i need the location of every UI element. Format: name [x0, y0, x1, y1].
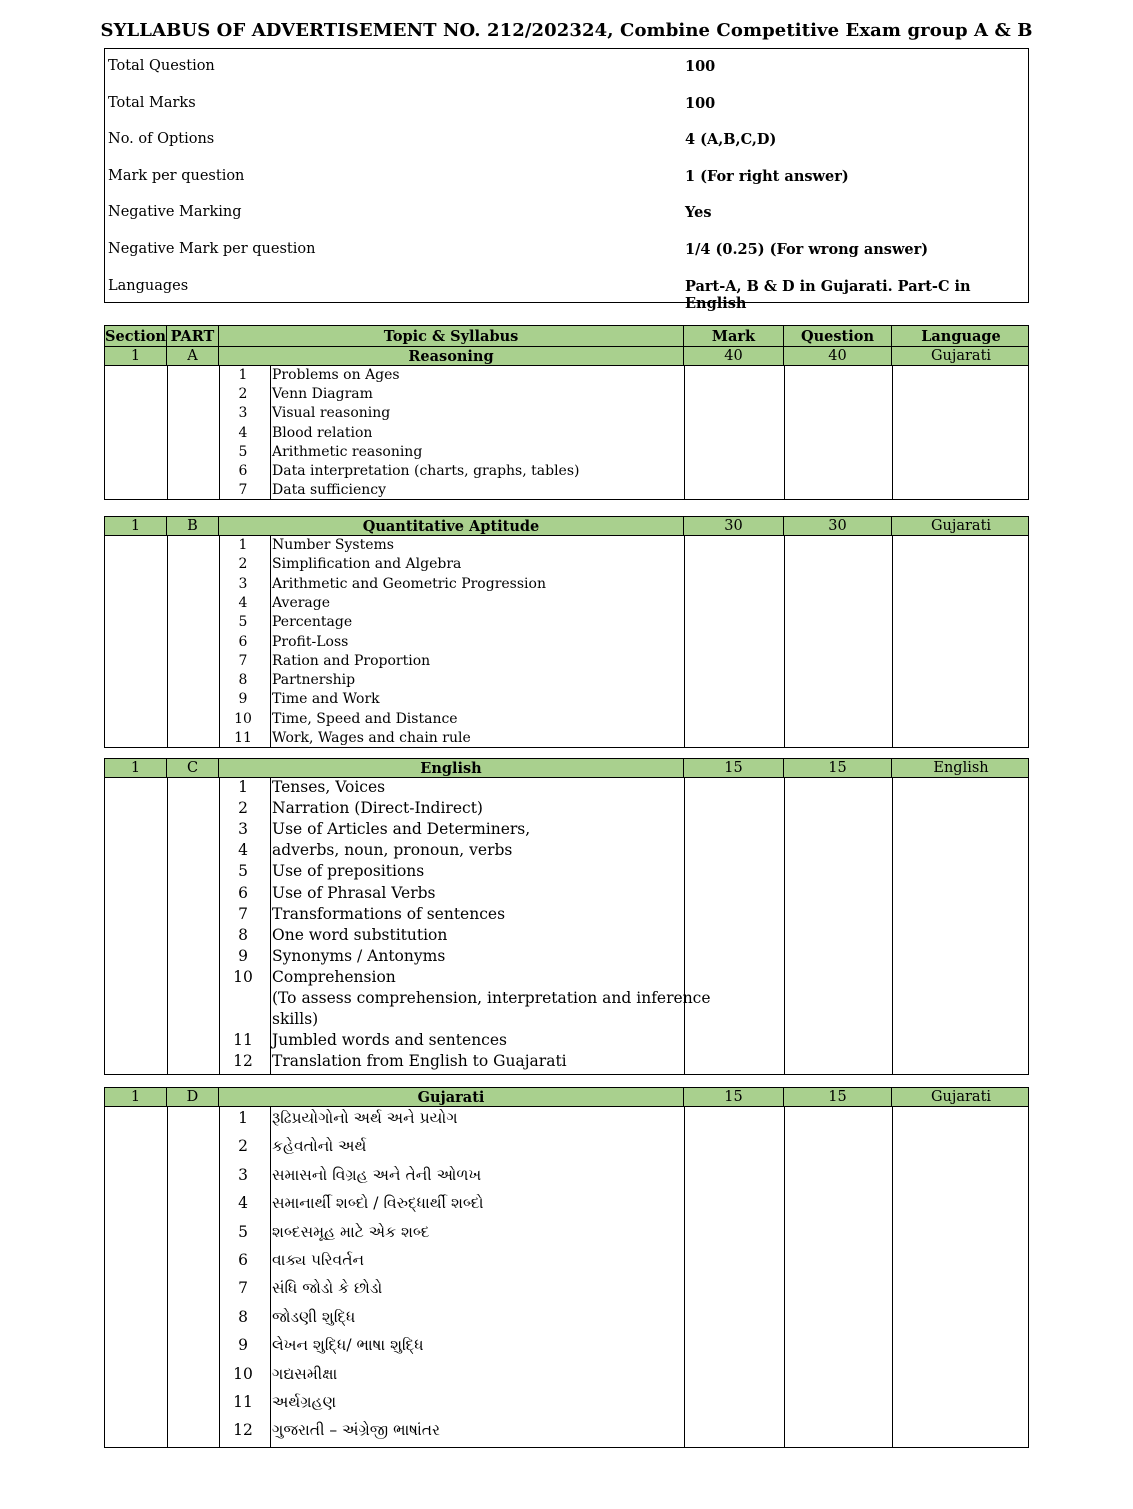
syllabus-item — [105, 778, 1028, 799]
syllabus-item — [105, 1421, 1028, 1449]
item-topic: Transformations of sentences — [272, 904, 506, 923]
syllabus-item — [105, 1308, 1028, 1336]
header-cell-language: Gujarati — [930, 518, 992, 534]
header-cell-section: 1 — [105, 517, 167, 535]
summary-row — [105, 86, 1028, 123]
header-cell-part: B — [167, 517, 219, 535]
header-cell-section: 1 — [105, 347, 167, 365]
syllabus-item — [105, 595, 1028, 614]
item-topic: Partnership — [272, 672, 356, 689]
item-number: 1 — [238, 367, 248, 383]
header-cell-question: Question — [784, 326, 892, 346]
item-number: 2 — [238, 1137, 248, 1156]
item-topic: Number Systems — [272, 537, 394, 553]
item-topic: Narration (Direct-Indirect) — [272, 799, 483, 818]
header-cell-part: D — [167, 1088, 219, 1106]
summary-row — [105, 49, 1028, 86]
item-number: 11 — [233, 1031, 253, 1050]
syllabus-item — [105, 691, 1028, 710]
item-topic: Ration and Proportion — [272, 652, 431, 669]
item-number: 10 — [233, 1364, 253, 1383]
item-number: 12 — [233, 1052, 253, 1071]
syllabus-item — [105, 1365, 1028, 1393]
syllabus-item — [105, 634, 1028, 653]
header-cell-mark: 15 — [684, 759, 784, 777]
item-number: 8 — [238, 672, 248, 689]
exam-summary-box — [104, 48, 1029, 312]
header-cell-mark: Mark — [684, 326, 784, 346]
item-number: 9 — [238, 1336, 248, 1355]
syllabus-item — [105, 1194, 1028, 1222]
header-cell-language: Gujarati — [930, 348, 992, 364]
part-header-row — [104, 1087, 1029, 1107]
syllabus-item — [105, 841, 1028, 862]
summary-label: Total Question — [108, 58, 215, 74]
summary-label: Negative Mark per question — [108, 241, 316, 257]
item-number: 11 — [233, 1393, 253, 1411]
header-cell-topic: Topic & Syllabus — [219, 326, 684, 346]
item-topic: Time and Work — [272, 691, 380, 708]
item-topic: Use of Articles and Determiners, — [272, 820, 531, 839]
item-topic: Arithmetic and Geometric Progression — [272, 575, 546, 592]
syllabus-item — [105, 1031, 1028, 1052]
header-cell-topic: Reasoning — [219, 347, 684, 365]
item-number: 10 — [234, 710, 252, 727]
item-topic: Data sufficiency — [272, 482, 386, 499]
syllabus-item — [105, 672, 1028, 691]
syllabus-item — [105, 405, 1028, 424]
item-number: 4 — [238, 424, 248, 441]
syllabus-item — [105, 968, 1028, 989]
header-cell-language: Language — [921, 327, 1001, 345]
header-cell-mark: 40 — [684, 347, 784, 365]
item-number: 1 — [238, 778, 248, 796]
part-body — [104, 778, 1029, 1075]
item-topic: અર્થગ્રહણ — [272, 1393, 337, 1411]
item-number: 6 — [238, 1251, 248, 1269]
item-number: 2 — [238, 799, 248, 818]
item-number: 6 — [238, 463, 248, 479]
item-topic: Average — [272, 594, 331, 611]
summary-label: Total Marks — [108, 94, 196, 111]
item-number: 1 — [238, 1109, 248, 1127]
syllabus-item — [105, 1010, 1028, 1031]
item-number: 3 — [238, 575, 248, 592]
header-cell-part: C — [167, 759, 219, 777]
syllabus-item — [105, 884, 1028, 905]
summary-value: 100 — [685, 58, 716, 75]
item-topic: સમાસનો વિગ્રહ અને તેની ઓળખ — [272, 1165, 482, 1184]
item-number: 9 — [238, 946, 248, 965]
item-topic: Comprehension — [272, 967, 396, 986]
item-number: 4 — [238, 1194, 248, 1213]
item-topic: Data interpretation (charts, graphs, tables) — [272, 463, 580, 479]
syllabus-item — [105, 425, 1028, 444]
item-number: 6 — [238, 883, 248, 902]
syllabus-item — [105, 730, 1028, 749]
part-header-row — [104, 346, 1029, 366]
header-cell-topic: Gujarati — [219, 1088, 684, 1106]
summary-row — [105, 195, 1028, 232]
item-number: 3 — [238, 405, 248, 422]
item-topic: સમાનાર્થી શબ્દો / વિરુદ્ધાર્થી શબ્દો — [272, 1194, 484, 1213]
item-number: 2 — [238, 386, 248, 403]
item-topic: Problems on Ages — [272, 367, 400, 383]
summary-value: 4 (A,B,C,D) — [685, 131, 777, 149]
item-topic: Profit-Loss — [272, 633, 349, 650]
item-topic: ગુજરાતી – અંગ્રેજી ભાષાંતર — [272, 1421, 441, 1440]
item-topic: લેખન શુદ્ધિ/ ભાષા શુદ્ધિ — [272, 1336, 424, 1355]
item-topic: Visual reasoning — [272, 405, 391, 422]
syllabus-item — [105, 1109, 1028, 1137]
table-column-header — [104, 325, 1029, 347]
syllabus-item — [105, 1137, 1028, 1165]
syllabus-item — [105, 537, 1028, 556]
page-title: SYLLABUS OF ADVERTISEMENT NO. 212/202324, Combine Competitive Exam group A & B — [100, 20, 1033, 41]
summary-row — [105, 122, 1028, 159]
syllabus-item — [105, 463, 1028, 482]
item-topic: ગદ્યસમીક્ષા — [272, 1364, 338, 1383]
item-topic: One word substitution — [272, 925, 448, 944]
item-number: 8 — [238, 925, 248, 944]
summary-value: Yes — [685, 204, 712, 222]
syllabus-item — [105, 386, 1028, 405]
item-number: 6 — [238, 633, 248, 650]
item-topic: Simplification and Algebra — [272, 556, 462, 573]
header-cell-part: A — [167, 347, 219, 365]
syllabus-item — [105, 1052, 1028, 1073]
header-cell-section: 1 — [105, 759, 167, 777]
syllabus-item — [105, 926, 1028, 947]
syllabus-item — [105, 444, 1028, 463]
item-topic: Blood relation — [272, 424, 373, 441]
syllabus-item — [105, 367, 1028, 386]
item-number: 7 — [238, 1279, 248, 1298]
syllabus-item — [105, 653, 1028, 672]
item-topic: Tenses, Voices — [272, 778, 386, 796]
item-number: 7 — [238, 652, 248, 669]
item-topic: Time, Speed and Distance — [272, 710, 458, 727]
syllabus-item — [105, 1223, 1028, 1251]
item-topic: Translation from English to Guajarati — [272, 1052, 567, 1071]
header-cell-language: English — [933, 760, 989, 776]
header-cell-question: 15 — [784, 759, 892, 777]
item-number: 7 — [238, 482, 248, 499]
item-number: 4 — [238, 841, 248, 860]
item-topic: રૂઢિપ્રયોગોનો અર્થ અને પ્રયોગ — [272, 1109, 458, 1127]
summary-value: 100 — [685, 94, 716, 112]
syllabus-item — [105, 1251, 1028, 1279]
item-topic: (To assess comprehension, interpretation and inference — [272, 989, 711, 1007]
item-topic: Jumbled words and sentences — [272, 1031, 507, 1050]
header-cell-part: PART — [167, 326, 219, 346]
syllabus-item — [105, 1336, 1028, 1364]
item-number: 11 — [234, 730, 252, 746]
syllabus-item — [105, 799, 1028, 820]
item-number: 1 — [238, 537, 248, 553]
part-body — [104, 1107, 1029, 1448]
syllabus-item — [105, 1393, 1028, 1421]
part-header-row — [104, 758, 1029, 778]
header-cell-mark: 30 — [684, 517, 784, 535]
summary-row — [105, 232, 1028, 269]
item-number: 2 — [238, 556, 248, 573]
summary-label: Negative Marking — [108, 204, 242, 221]
item-topic: Venn Diagram — [272, 386, 373, 403]
item-topic: Arithmetic reasoning — [272, 443, 423, 460]
syllabus-item — [105, 711, 1028, 730]
part-header-row — [104, 516, 1029, 536]
syllabus-item — [105, 905, 1028, 926]
item-topic: Use of prepositions — [272, 862, 425, 881]
summary-value: Part-A, B & D in Gujarati. Part-C in English — [685, 277, 971, 312]
header-cell-section: 1 — [105, 1088, 167, 1106]
syllabus-item — [105, 576, 1028, 595]
item-number: 8 — [238, 1307, 248, 1326]
header-cell-section: Section — [105, 327, 166, 345]
syllabus-item — [105, 1279, 1028, 1307]
item-topic: જોડણી શુદ્ધિ — [272, 1307, 356, 1326]
item-topic: સંધિ જોડો કે છોડો — [272, 1279, 383, 1298]
item-number: 5 — [238, 1222, 248, 1241]
item-number: 7 — [238, 904, 248, 923]
header-cell-topic: English — [219, 759, 684, 777]
syllabus-item — [105, 820, 1028, 841]
summary-label: Languages — [108, 277, 189, 294]
item-topic: Use of Phrasal Verbs — [272, 883, 436, 902]
header-cell-language: Gujarati — [930, 1089, 992, 1105]
syllabus-item — [105, 989, 1028, 1010]
syllabus-item — [105, 862, 1028, 883]
syllabus-item — [105, 1166, 1028, 1194]
item-topic: શબ્દસમૂહ માટે એક શબ્દ — [272, 1222, 430, 1241]
syllabus-item — [105, 947, 1028, 968]
summary-row — [105, 159, 1028, 196]
summary-label: No. of Options — [108, 131, 215, 148]
header-cell-question: 40 — [784, 347, 892, 365]
item-number: 12 — [233, 1421, 253, 1440]
item-topic: adverbs, noun, pronoun, verbs — [272, 841, 513, 860]
part-body — [104, 536, 1029, 748]
item-number: 3 — [238, 1165, 248, 1184]
syllabus-item — [105, 482, 1028, 501]
item-number: 4 — [238, 594, 248, 611]
item-topic: Synonyms / Antonyms — [272, 946, 446, 965]
part-body — [104, 366, 1029, 500]
header-cell-mark: 15 — [684, 1088, 784, 1106]
item-number: 3 — [238, 820, 248, 839]
header-cell-topic: Quantitative Aptitude — [219, 517, 684, 535]
item-number: 10 — [233, 967, 253, 986]
syllabus-item — [105, 556, 1028, 575]
syllabus-item — [105, 614, 1028, 633]
item-number: 9 — [238, 691, 248, 708]
item-topic: કહેવતોનો અર્થ — [272, 1137, 367, 1156]
summary-label: Mark per question — [108, 167, 245, 184]
summary-row — [105, 269, 1028, 312]
item-topic: વાક્ય પરિવર્તન — [272, 1251, 365, 1269]
item-topic: skills) — [272, 1010, 319, 1029]
summary-value: 1/4 (0.25) (For wrong answer) — [685, 241, 929, 258]
item-topic: Percentage — [272, 614, 353, 631]
item-number: 5 — [238, 443, 248, 460]
header-cell-question: 15 — [784, 1088, 892, 1106]
header-cell-question: 30 — [784, 517, 892, 535]
summary-value: 1 (For right answer) — [685, 167, 849, 185]
item-number: 5 — [238, 862, 248, 881]
item-topic: Work, Wages and chain rule — [272, 730, 471, 746]
item-number: 5 — [238, 614, 248, 631]
